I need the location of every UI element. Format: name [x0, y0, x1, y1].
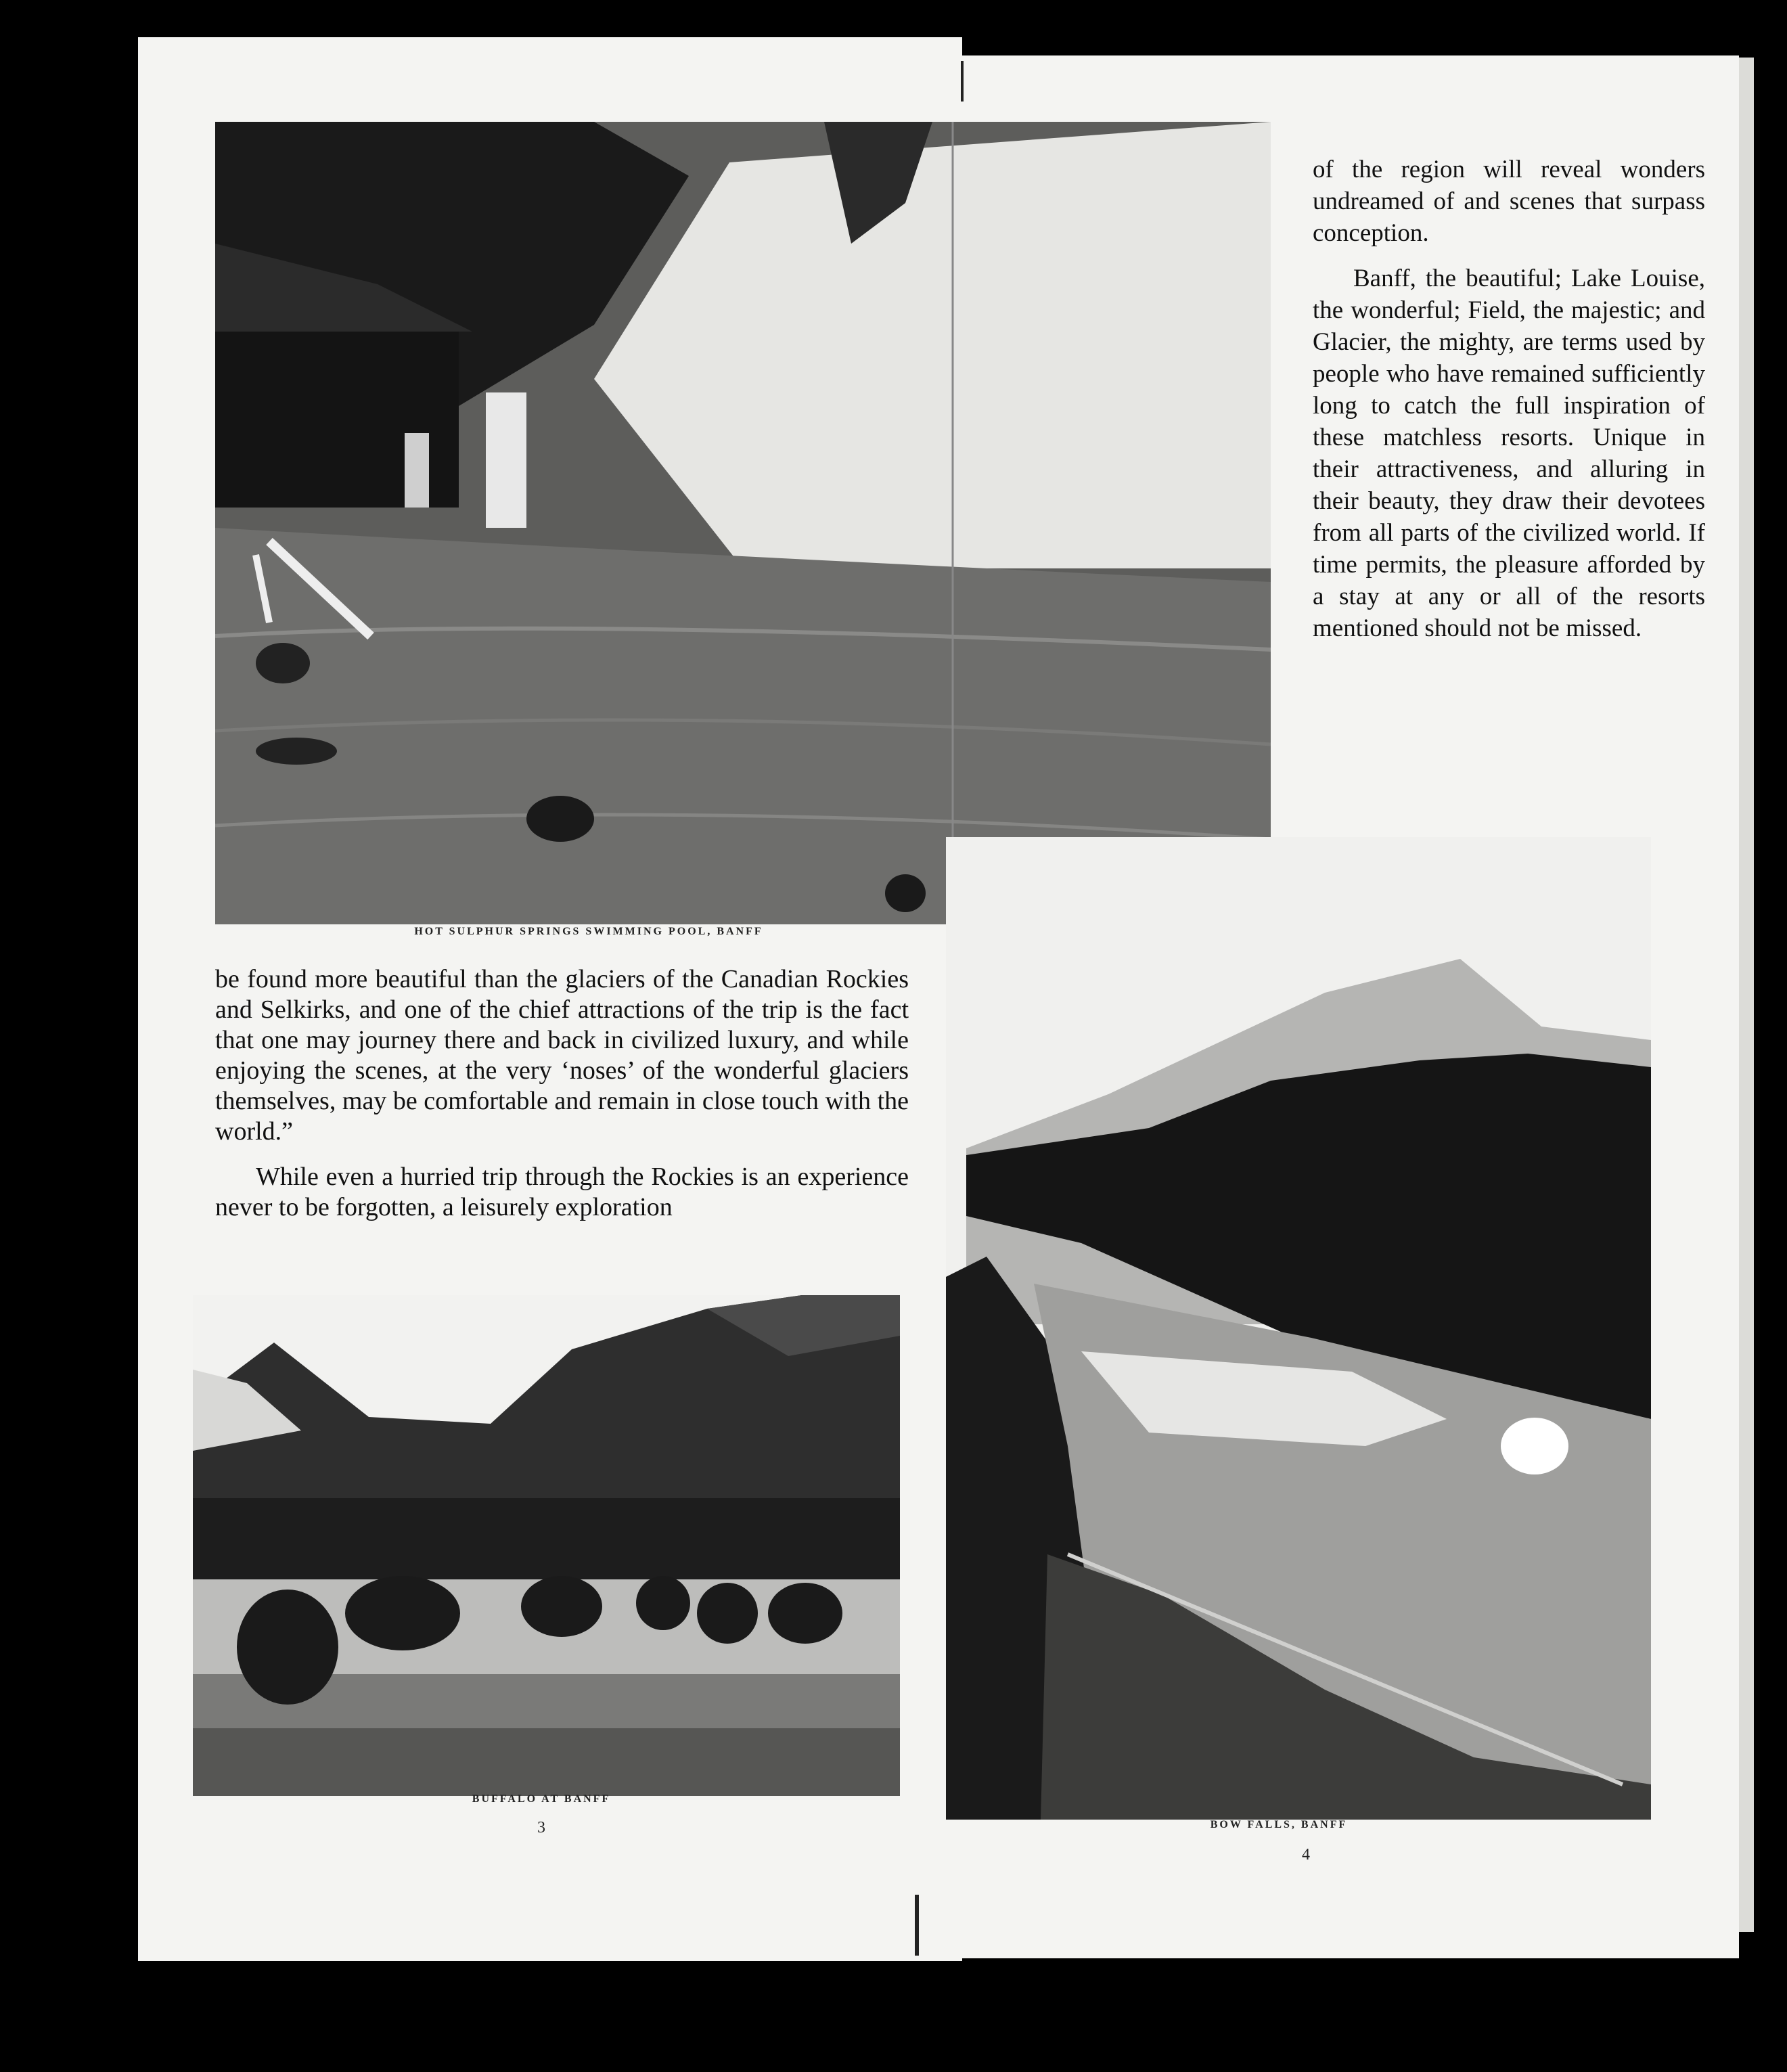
pool-caption: HOT SULPHUR SPRINGS SWIMMING POOL, BANFF — [414, 926, 763, 937]
left-text-block — [215, 964, 909, 1223]
left-paragraph-2: While even a hurried trip through the Rockies is an experience never to be forgotten, a leisurely exploration — [215, 1163, 909, 1221]
buffalo-photo — [193, 1295, 900, 1796]
bow-falls-caption: BOW FALLS, BANFF — [1210, 1819, 1348, 1830]
next-page-edge — [1739, 58, 1754, 1932]
pool-photo — [215, 122, 1271, 924]
right-page-number: 4 — [1302, 1846, 1310, 1864]
right-text-column — [1313, 154, 1705, 644]
left-paragraph-1: be found more beautiful than the glaciers of the Canadian Rockies and Selkirks, and one of the chief attractions of the trip is the fact that one may journey there and back in civilized luxury, and while enjoying the scenes, at the very ‘noses’ of the wonderful glaciers themselves, may be comfortable and remain in close touch with the world.” — [215, 965, 909, 1146]
gutter-mark-bottom — [915, 1895, 919, 1956]
left-page-number: 3 — [537, 1819, 545, 1837]
right-paragraph-1: of the region will reveal wonders undreamed of and scenes that surpass conception. — [1313, 156, 1705, 247]
bow-falls-photo — [946, 837, 1651, 1820]
right-paragraph-2: Banff, the beautiful; Lake Louise, the wonderful; Field, the majestic; and Glacier, the mighty, are terms used by people who have remained sufficiently long to catch the full inspiration of these matchless resorts. Unique in their attractiveness, and alluring in their beauty, they draw their devotees from all parts of the civilized world. If time permits, the pleasure afforded by a stay at any or all of the resorts mentioned should not be missed. — [1313, 265, 1705, 642]
gutter-mark-top — [961, 61, 964, 102]
buffalo-caption: BUFFALO AT BANFF — [472, 1793, 611, 1805]
